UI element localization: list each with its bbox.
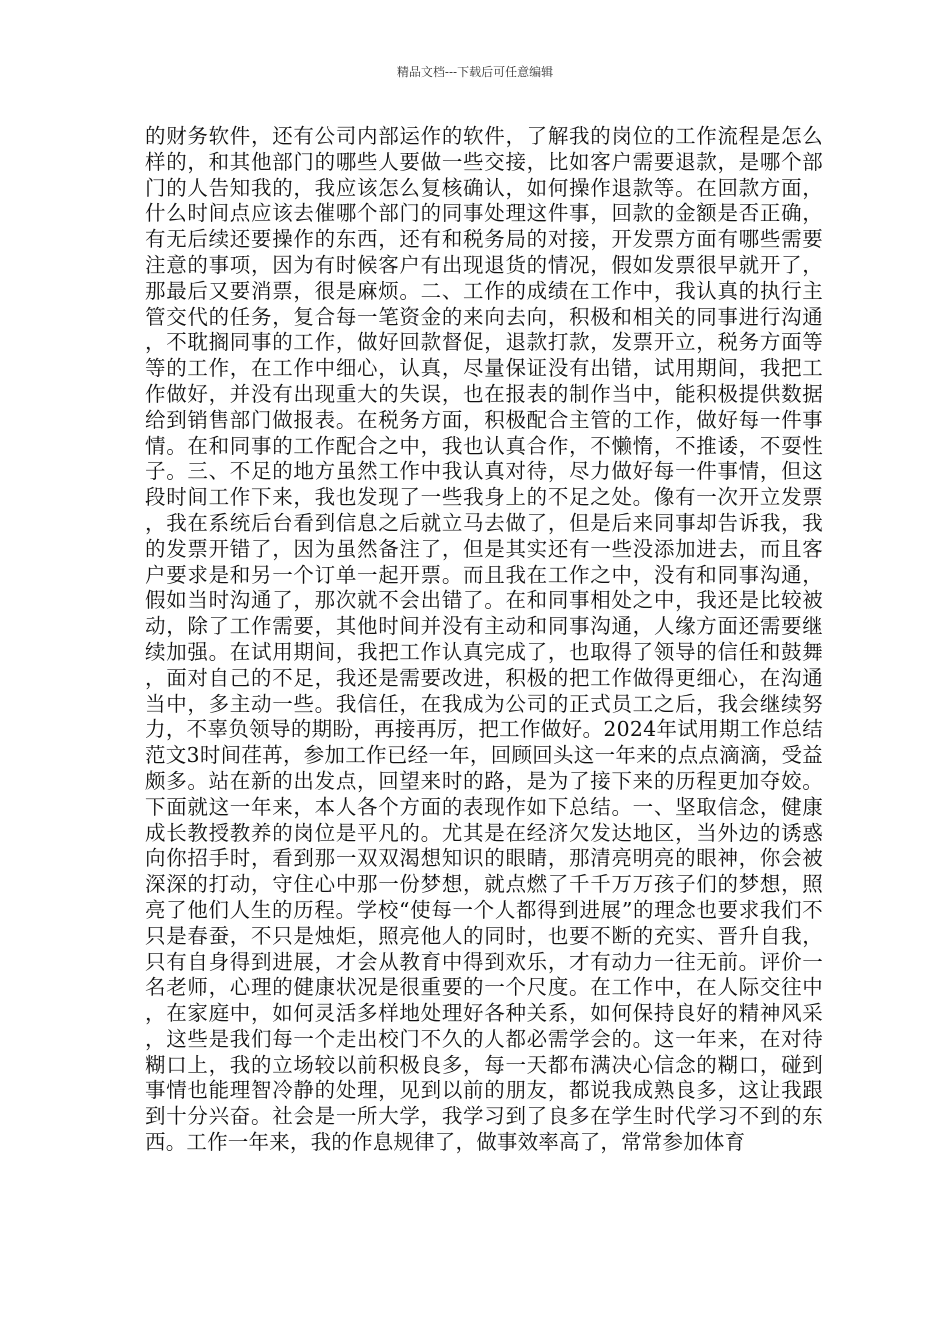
page-header: 精品文档---下载后可任意编辑 xyxy=(396,65,554,79)
body-paragraph: 的财务软件，还有公司内部运作的软件，了解我的岗位的工作流程是怎么样的，和其他部门的哪些人要做一些交接，比如客户需要退款，是哪个部门的人告知我的，我应该怎么复核确认，如何操作退款等。在回款方面，什么时间点应该去催哪个部门的同事处理这件事，回款的金额是否正确，有无后续还要操作的东西，还有和税务局的对接，开发票方面有哪些需要注意的事项，因为有时候客户有出现退货的情况，假如发票很早就开了，那最后又要消票，很是麻烦。二、工作的成绩在工作中，我认真的执行主管交代的任务，复合每一笔资金的来向去向，积极和相关的同事进行沟通，不耽搁同事的工作，做好回款督促，退款打款，发票开立，税务方面等等的工作，在工作中细心，认真，尽量保证没有出错，试用期间，我把工作做好，并没有出现重大的失误，也在报表的制作当中，能积极提供数据给到销售部门做报表。在税务方面，积极配合主管的工作，做好每一件事情。在和同事的工作配合之中，我也认真合作，不懒惰，不推诿，不耍性子。三、不足的地方虽然工作中我认真对待，尽力做好每一件事情，但这段时间工作下来，我也发现了一些我身上的不足之处。像有一次开立发票，我在系统后台看到信息之后就立马去做了，但是后来同事却告诉我，我的发票开错了，因为虽然备注了，但是其实还有一些没添加进去，而且客户要求是和另一个订单一起开票。而且我在工作之中，没有和同事沟通，假如当时沟通了，那次就不会出错了。在和同事相处之中，我还是比较被动，除了工作需要，其他时间并没有主动和同事沟通，人缘方面还需要继续加强。在试用期间，我把工作认真完成了，也取得了领导的信任和鼓舞，面对自己的不足，我还是需要改进，积极的把工作做得更细心，在沟通当中，多主动一些。我信任，在我成为公司的正式员工之后，我会继续努力，不辜负领导的期盼，再接再厉，把工作做好。2024年试用期工作总结范文3时间荏苒，参加工作已经一年，回顾回头这一年来的点点滴滴，受益颇多。站在新的出发点，回望来时的路，是为了接下来的历程更加夺姣。下面就这一年来，本人各个方面的表现作如下总结。一、坚取信念，健康成长教授教养的岗位是平凡的。尤其是在经济欠发达地区，当外边的诱惑向你招手时，看到那一双双渴想知识的眼睛，那清亮明亮的眼神，你会被深深的打动，守住心中那一份梦想，就点燃了千千万万孩子们的梦想，照亮了他们人生的历程。学校“使每一个人都得到进展”的理念也要求我们不只是春蚕，不只是烛炬，照亮他人的同时，也要不断的充实、晋升自我，只有自身得到进展，才会从教育中得到欢乐，才有动力一往无前。评价一名老师，心理的健康状况是很重要的一个尺度。在工作中，在人际交往中，在家庭中，如何灵活多样地处理好各种关系，如何保持良好的精神风采，这些是我们每一个走出校门不久的人都必需学会的。这一年来，在对待糊口上，我的立场较以前积极良多，每一天都布满决心信念的糊口，碰到事情也能理智冷静的处理，见到以前的朋友，都说我成熟良多，这让我跟到十分兴奋。社会是一所大学，我学习到了良多在学生时代学习不到的东西。工作一年来，我的作息规律了，做事效率高了，常常参加体育 xyxy=(145,124,823,1155)
